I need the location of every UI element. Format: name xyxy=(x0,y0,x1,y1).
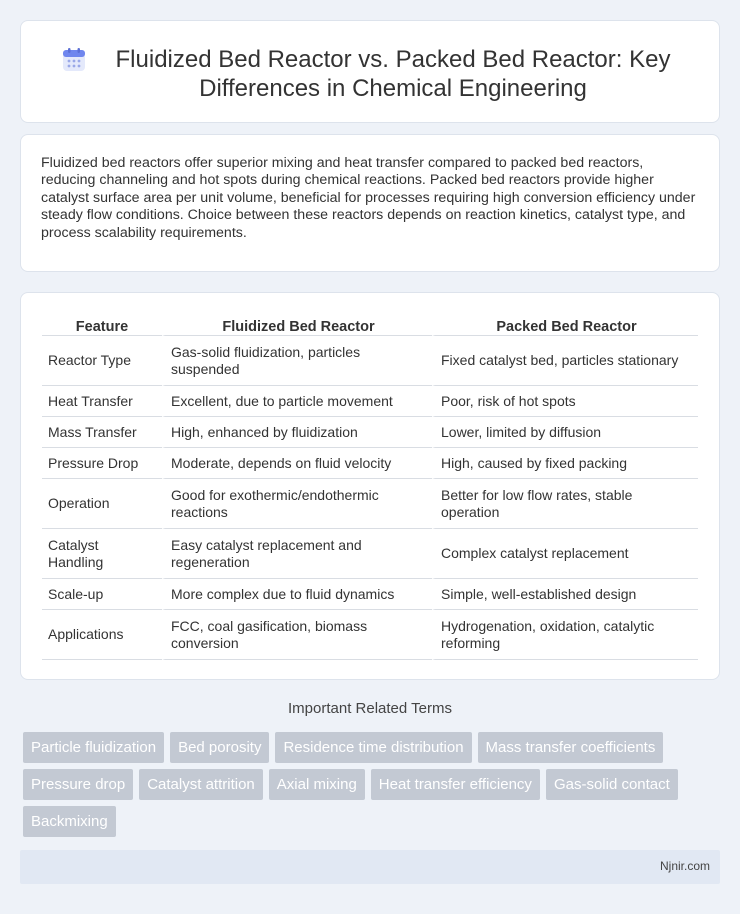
related-term-tag[interactable]: Bed porosity xyxy=(170,732,269,763)
related-term-tag[interactable]: Mass transfer coefficients xyxy=(478,732,664,763)
table-header-row xyxy=(42,315,698,336)
cell-fluidized: Excellent, due to particle movement xyxy=(162,386,432,417)
table-row xyxy=(42,610,698,660)
cell-feature: Operation xyxy=(42,479,162,529)
cell-fluidized: FCC, coal gasification, biomass conversion xyxy=(162,610,432,660)
related-term-tag[interactable]: Backmixing xyxy=(23,806,116,837)
cell-fluidized: High, enhanced by fluidization xyxy=(162,417,432,448)
related-term-tag[interactable]: Residence time distribution xyxy=(275,732,471,763)
related-term-tag[interactable]: Axial mixing xyxy=(269,769,365,800)
comparison-table-card xyxy=(20,292,720,680)
cell-feature: Heat Transfer xyxy=(42,386,162,417)
related-term-tag[interactable]: Catalyst attrition xyxy=(139,769,263,800)
table-row xyxy=(42,336,698,386)
header-fluidized: Fluidized Bed Reactor xyxy=(162,315,432,336)
cell-fluidized: More complex due to fluid dynamics xyxy=(162,579,432,610)
page-title: Fluidized Bed Reactor vs. Packed Bed Reactor: Key Differences in Chemical Engineering xyxy=(115,46,671,102)
cell-feature: Scale-up xyxy=(42,579,162,610)
related-terms-title: Important Related Terms xyxy=(288,700,452,717)
comparison-table xyxy=(42,315,698,660)
related-term-tag[interactable]: Gas-solid contact xyxy=(546,769,678,800)
cell-feature: Mass Transfer xyxy=(42,417,162,448)
intro-paragraph: Fluidized bed reactors offer superior mixing and heat transfer compared to packed bed reactors, reducing channeling and hot spots during chemical reactions. Packed bed reactors provide higher catalyst surface area per unit volume, beneficial for processes requiring high conversion efficiency under steady flow conditions. Choice between these reactors depends on reaction kinetics, catalyst type, and process scalability requirements. xyxy=(41,155,696,241)
cell-packed: Better for low flow rates, stable operation xyxy=(432,479,698,529)
cell-fluidized: Easy catalyst replacement and regeneration xyxy=(162,529,432,579)
related-term-tag[interactable]: Particle fluidization xyxy=(23,732,164,763)
intro-card xyxy=(20,134,720,272)
footer xyxy=(20,850,720,884)
table-row xyxy=(42,386,698,417)
header-packed: Packed Bed Reactor xyxy=(432,315,698,336)
cell-fluidized: Gas-solid fluidization, particles suspended xyxy=(162,336,432,386)
table-row xyxy=(42,479,698,529)
cell-packed: High, caused by fixed packing xyxy=(432,448,698,479)
table-row xyxy=(42,579,698,610)
table-row xyxy=(42,448,698,479)
cell-fluidized: Moderate, depends on fluid velocity xyxy=(162,448,432,479)
related-term-tag[interactable]: Heat transfer efficiency xyxy=(371,769,540,800)
cell-packed: Complex catalyst replacement xyxy=(432,529,698,579)
related-term-tag[interactable]: Pressure drop xyxy=(23,769,133,800)
table-row xyxy=(42,529,698,579)
table-row xyxy=(42,417,698,448)
cell-feature: Applications xyxy=(42,610,162,660)
cell-packed: Poor, risk of hot spots xyxy=(432,386,698,417)
cell-fluidized: Good for exothermic/endothermic reactions xyxy=(162,479,432,529)
cell-packed: Hydrogenation, oxidation, catalytic reforming xyxy=(432,610,698,660)
header-feature: Feature xyxy=(42,315,162,336)
cell-packed: Lower, limited by diffusion xyxy=(432,417,698,448)
cell-feature: Reactor Type xyxy=(42,336,162,386)
cell-feature: Catalyst Handling xyxy=(42,529,162,579)
cell-feature: Pressure Drop xyxy=(42,448,162,479)
cell-packed: Fixed catalyst bed, particles stationary xyxy=(432,336,698,386)
title-card xyxy=(20,20,720,123)
related-terms-list xyxy=(23,732,723,843)
cell-packed: Simple, well-established design xyxy=(432,579,698,610)
footer-site[interactable]: Njnir.com xyxy=(659,859,710,873)
calendar-icon xyxy=(61,47,87,73)
